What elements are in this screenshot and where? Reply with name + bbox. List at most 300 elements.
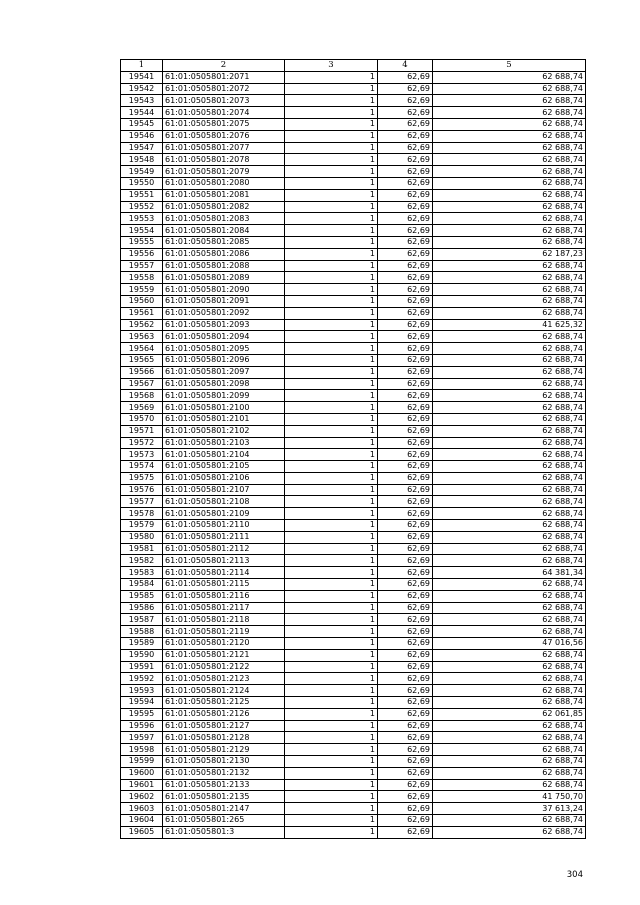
table-row xyxy=(121,767,586,779)
cost-value: 62 688,74 xyxy=(433,767,586,779)
cost-value: 62 061,85 xyxy=(433,708,586,720)
count-value: 1 xyxy=(285,673,378,685)
row-number: 19549 xyxy=(121,166,163,178)
table-row xyxy=(121,236,586,248)
cost-value: 62 688,74 xyxy=(433,685,586,697)
area-value: 62,69 xyxy=(378,744,433,756)
count-value: 1 xyxy=(285,142,378,154)
area-value: 62,69 xyxy=(378,461,433,473)
area-value: 62,69 xyxy=(378,307,433,319)
cadastral-number: 61:01:0505801:2112 xyxy=(163,543,285,555)
table-row xyxy=(121,142,586,154)
count-value: 1 xyxy=(285,720,378,732)
row-number: 19602 xyxy=(121,791,163,803)
table-row xyxy=(121,425,586,437)
area-value: 62,69 xyxy=(378,425,433,437)
cost-value: 62 187,23 xyxy=(433,248,586,260)
count-value: 1 xyxy=(285,697,378,709)
count-value: 1 xyxy=(285,590,378,602)
cadastral-number: 61:01:0505801:2124 xyxy=(163,685,285,697)
area-value: 62,69 xyxy=(378,390,433,402)
row-number: 19588 xyxy=(121,626,163,638)
count-value: 1 xyxy=(285,449,378,461)
count-value: 1 xyxy=(285,767,378,779)
area-value: 62,69 xyxy=(378,508,433,520)
cadastral-number: 61:01:0505801:2084 xyxy=(163,225,285,237)
row-number: 19565 xyxy=(121,354,163,366)
area-value: 62,69 xyxy=(378,626,433,638)
cost-value: 62 688,74 xyxy=(433,272,586,284)
row-number: 19596 xyxy=(121,720,163,732)
cadastral-number: 61:01:0505801:2078 xyxy=(163,154,285,166)
column-header-2: 2 xyxy=(163,60,285,72)
area-value: 62,69 xyxy=(378,685,433,697)
cadastral-number: 61:01:0505801:2133 xyxy=(163,779,285,791)
row-number: 19599 xyxy=(121,756,163,768)
table-row xyxy=(121,354,586,366)
table-row xyxy=(121,83,586,95)
cadastral-number: 61:01:0505801:2115 xyxy=(163,579,285,591)
area-value: 62,69 xyxy=(378,213,433,225)
count-value: 1 xyxy=(285,437,378,449)
count-value: 1 xyxy=(285,815,378,827)
count-value: 1 xyxy=(285,343,378,355)
table-row xyxy=(121,378,586,390)
area-value: 62,69 xyxy=(378,402,433,414)
cadastral-number: 61:01:0505801:2106 xyxy=(163,472,285,484)
cost-value: 47 016,56 xyxy=(433,638,586,650)
row-number: 19566 xyxy=(121,366,163,378)
table-row xyxy=(121,107,586,119)
row-number: 19569 xyxy=(121,402,163,414)
area-value: 62,69 xyxy=(378,366,433,378)
cost-value: 62 688,74 xyxy=(433,189,586,201)
cadastral-number: 61:01:0505801:2097 xyxy=(163,366,285,378)
count-value: 1 xyxy=(285,201,378,213)
cadastral-number: 61:01:0505801:2129 xyxy=(163,744,285,756)
area-value: 62,69 xyxy=(378,83,433,95)
count-value: 1 xyxy=(285,390,378,402)
cadastral-number: 61:01:0505801:2093 xyxy=(163,319,285,331)
area-value: 62,69 xyxy=(378,284,433,296)
count-value: 1 xyxy=(285,555,378,567)
table-row xyxy=(121,803,586,815)
cost-value: 62 688,74 xyxy=(433,413,586,425)
row-number: 19581 xyxy=(121,543,163,555)
count-value: 1 xyxy=(285,154,378,166)
cadastral-number: 61:01:0505801:2096 xyxy=(163,354,285,366)
column-header-1: 1 xyxy=(121,60,163,72)
row-number: 19568 xyxy=(121,390,163,402)
cost-value: 62 688,74 xyxy=(433,543,586,555)
table-row xyxy=(121,71,586,83)
area-value: 62,69 xyxy=(378,378,433,390)
cost-value: 62 688,74 xyxy=(433,354,586,366)
cadastral-number: 61:01:0505801:2077 xyxy=(163,142,285,154)
cost-value: 62 688,74 xyxy=(433,260,586,272)
count-value: 1 xyxy=(285,531,378,543)
cadastral-number: 61:01:0505801:2103 xyxy=(163,437,285,449)
row-number: 19550 xyxy=(121,177,163,189)
cadastral-number: 61:01:0505801:2086 xyxy=(163,248,285,260)
table-row xyxy=(121,626,586,638)
table-row xyxy=(121,213,586,225)
row-number: 19560 xyxy=(121,295,163,307)
cadastral-number: 61:01:0505801:2092 xyxy=(163,307,285,319)
cadastral-number: 61:01:0505801:2099 xyxy=(163,390,285,402)
table-row xyxy=(121,508,586,520)
table-row xyxy=(121,697,586,709)
count-value: 1 xyxy=(285,107,378,119)
table-row xyxy=(121,95,586,107)
count-value: 1 xyxy=(285,579,378,591)
area-value: 62,69 xyxy=(378,236,433,248)
row-number: 19604 xyxy=(121,815,163,827)
cadastral-number: 61:01:0505801:2127 xyxy=(163,720,285,732)
table-row xyxy=(121,307,586,319)
cadastral-number: 61:01:0505801:2120 xyxy=(163,638,285,650)
cost-value: 62 688,74 xyxy=(433,461,586,473)
table-row xyxy=(121,272,586,284)
row-number: 19543 xyxy=(121,95,163,107)
table-row xyxy=(121,472,586,484)
cost-value: 62 688,74 xyxy=(433,472,586,484)
area-value: 62,69 xyxy=(378,449,433,461)
row-number: 19552 xyxy=(121,201,163,213)
row-number: 19571 xyxy=(121,425,163,437)
cost-value: 62 688,74 xyxy=(433,484,586,496)
cost-value: 62 688,74 xyxy=(433,225,586,237)
row-number: 19561 xyxy=(121,307,163,319)
table-row xyxy=(121,649,586,661)
cost-value: 62 688,74 xyxy=(433,756,586,768)
cadastral-number: 61:01:0505801:2123 xyxy=(163,673,285,685)
cadastral-number: 61:01:0505801:2081 xyxy=(163,189,285,201)
area-value: 62,69 xyxy=(378,71,433,83)
row-number: 19547 xyxy=(121,142,163,154)
table-row xyxy=(121,260,586,272)
row-number: 19564 xyxy=(121,343,163,355)
row-number: 19567 xyxy=(121,378,163,390)
cadastral-number: 61:01:0505801:2122 xyxy=(163,661,285,673)
row-number: 19554 xyxy=(121,225,163,237)
table-row xyxy=(121,815,586,827)
cadastral-number: 61:01:0505801:2102 xyxy=(163,425,285,437)
row-number: 19600 xyxy=(121,767,163,779)
cadastral-number: 61:01:0505801:2109 xyxy=(163,508,285,520)
cadastral-number: 61:01:0505801:2083 xyxy=(163,213,285,225)
row-number: 19580 xyxy=(121,531,163,543)
table-row xyxy=(121,673,586,685)
cost-value: 62 688,74 xyxy=(433,732,586,744)
cadastral-number: 61:01:0505801:2117 xyxy=(163,602,285,614)
table-row xyxy=(121,166,586,178)
area-value: 62,69 xyxy=(378,531,433,543)
row-number: 19585 xyxy=(121,590,163,602)
cadastral-number: 61:01:0505801:2082 xyxy=(163,201,285,213)
area-value: 62,69 xyxy=(378,142,433,154)
cost-value: 62 688,74 xyxy=(433,118,586,130)
area-value: 62,69 xyxy=(378,697,433,709)
cadastral-number: 61:01:0505801:2121 xyxy=(163,649,285,661)
cadastral-number: 61:01:0505801:2130 xyxy=(163,756,285,768)
table-row xyxy=(121,732,586,744)
count-value: 1 xyxy=(285,638,378,650)
count-value: 1 xyxy=(285,118,378,130)
area-value: 62,69 xyxy=(378,708,433,720)
cadastral-number: 61:01:0505801:2074 xyxy=(163,107,285,119)
cadastral-number: 61:01:0505801:2128 xyxy=(163,732,285,744)
table-row xyxy=(121,531,586,543)
area-value: 62,69 xyxy=(378,496,433,508)
cost-value: 62 688,74 xyxy=(433,142,586,154)
cost-value: 62 688,74 xyxy=(433,343,586,355)
cost-value: 62 688,74 xyxy=(433,649,586,661)
table-row xyxy=(121,248,586,260)
row-number: 19583 xyxy=(121,567,163,579)
count-value: 1 xyxy=(285,307,378,319)
table-row xyxy=(121,461,586,473)
table-row xyxy=(121,791,586,803)
cadastral-number: 61:01:0505801:2111 xyxy=(163,531,285,543)
table-row xyxy=(121,520,586,532)
cadastral-number: 61:01:0505801:2079 xyxy=(163,166,285,178)
cost-value: 41 625,32 xyxy=(433,319,586,331)
cadastral-table xyxy=(120,59,586,839)
row-number: 19603 xyxy=(121,803,163,815)
cadastral-number: 61:01:0505801:2088 xyxy=(163,260,285,272)
cadastral-number: 61:01:0505801:2116 xyxy=(163,590,285,602)
table-row xyxy=(121,590,586,602)
cost-value: 62 688,74 xyxy=(433,166,586,178)
row-number: 19577 xyxy=(121,496,163,508)
cost-value: 62 688,74 xyxy=(433,390,586,402)
cadastral-number: 61:01:0505801:2076 xyxy=(163,130,285,142)
area-value: 62,69 xyxy=(378,720,433,732)
area-value: 62,69 xyxy=(378,107,433,119)
table-row xyxy=(121,130,586,142)
row-number: 19541 xyxy=(121,71,163,83)
area-value: 62,69 xyxy=(378,130,433,142)
area-value: 62,69 xyxy=(378,437,433,449)
count-value: 1 xyxy=(285,520,378,532)
row-number: 19556 xyxy=(121,248,163,260)
area-value: 62,69 xyxy=(378,484,433,496)
count-value: 1 xyxy=(285,83,378,95)
cost-value: 62 688,74 xyxy=(433,177,586,189)
cost-value: 62 688,74 xyxy=(433,83,586,95)
count-value: 1 xyxy=(285,331,378,343)
row-number: 19586 xyxy=(121,602,163,614)
table-row xyxy=(121,118,586,130)
count-value: 1 xyxy=(285,744,378,756)
cadastral-number: 61:01:0505801:2071 xyxy=(163,71,285,83)
count-value: 1 xyxy=(285,225,378,237)
cadastral-number: 61:01:0505801:2113 xyxy=(163,555,285,567)
row-number: 19601 xyxy=(121,779,163,791)
area-value: 62,69 xyxy=(378,602,433,614)
cost-value: 64 381,34 xyxy=(433,567,586,579)
count-value: 1 xyxy=(285,366,378,378)
cadastral-number: 61:01:0505801:2135 xyxy=(163,791,285,803)
row-number: 19573 xyxy=(121,449,163,461)
page-number: 304 xyxy=(566,870,583,880)
row-number: 19587 xyxy=(121,614,163,626)
row-number: 19590 xyxy=(121,649,163,661)
count-value: 1 xyxy=(285,413,378,425)
cadastral-number: 61:01:0505801:265 xyxy=(163,815,285,827)
area-value: 62,69 xyxy=(378,767,433,779)
cost-value: 62 688,74 xyxy=(433,697,586,709)
row-number: 19546 xyxy=(121,130,163,142)
table-row xyxy=(121,555,586,567)
table-header-row xyxy=(121,60,586,72)
table-row xyxy=(121,449,586,461)
row-number: 19557 xyxy=(121,260,163,272)
area-value: 62,69 xyxy=(378,638,433,650)
row-number: 19593 xyxy=(121,685,163,697)
area-value: 62,69 xyxy=(378,166,433,178)
cadastral-number: 61:01:0505801:2105 xyxy=(163,461,285,473)
cadastral-number: 61:01:0505801:2110 xyxy=(163,520,285,532)
count-value: 1 xyxy=(285,649,378,661)
cost-value: 62 688,74 xyxy=(433,307,586,319)
cost-value: 62 688,74 xyxy=(433,744,586,756)
row-number: 19570 xyxy=(121,413,163,425)
cost-value: 62 688,74 xyxy=(433,213,586,225)
row-number: 19553 xyxy=(121,213,163,225)
table-row xyxy=(121,413,586,425)
cost-value: 62 688,74 xyxy=(433,130,586,142)
area-value: 62,69 xyxy=(378,295,433,307)
count-value: 1 xyxy=(285,71,378,83)
cadastral-number: 61:01:0505801:2101 xyxy=(163,413,285,425)
count-value: 1 xyxy=(285,484,378,496)
area-value: 62,69 xyxy=(378,579,433,591)
table-row xyxy=(121,295,586,307)
cost-value: 62 688,74 xyxy=(433,602,586,614)
table-row xyxy=(121,614,586,626)
table-row xyxy=(121,154,586,166)
row-number: 19563 xyxy=(121,331,163,343)
cost-value: 62 688,74 xyxy=(433,201,586,213)
cadastral-number: 61:01:0505801:2114 xyxy=(163,567,285,579)
row-number: 19562 xyxy=(121,319,163,331)
row-number: 19605 xyxy=(121,826,163,838)
count-value: 1 xyxy=(285,425,378,437)
cost-value: 62 688,74 xyxy=(433,107,586,119)
count-value: 1 xyxy=(285,685,378,697)
area-value: 62,69 xyxy=(378,673,433,685)
count-value: 1 xyxy=(285,95,378,107)
cadastral-number: 61:01:0505801:2125 xyxy=(163,697,285,709)
table-row xyxy=(121,201,586,213)
count-value: 1 xyxy=(285,543,378,555)
row-number: 19592 xyxy=(121,673,163,685)
count-value: 1 xyxy=(285,779,378,791)
area-value: 62,69 xyxy=(378,791,433,803)
row-number: 19542 xyxy=(121,83,163,95)
cost-value: 62 688,74 xyxy=(433,579,586,591)
table-row xyxy=(121,225,586,237)
cost-value: 62 688,74 xyxy=(433,331,586,343)
area-value: 62,69 xyxy=(378,732,433,744)
row-number: 19584 xyxy=(121,579,163,591)
cost-value: 62 688,74 xyxy=(433,71,586,83)
table-row xyxy=(121,567,586,579)
area-value: 62,69 xyxy=(378,520,433,532)
area-value: 62,69 xyxy=(378,154,433,166)
row-number: 19578 xyxy=(121,508,163,520)
table-row xyxy=(121,390,586,402)
cost-value: 37 613,24 xyxy=(433,803,586,815)
table-row xyxy=(121,685,586,697)
area-value: 62,69 xyxy=(378,555,433,567)
column-header-5: 5 xyxy=(433,60,586,72)
cadastral-number: 61:01:0505801:2132 xyxy=(163,767,285,779)
row-number: 19591 xyxy=(121,661,163,673)
cost-value: 62 688,74 xyxy=(433,590,586,602)
cost-value: 62 688,74 xyxy=(433,236,586,248)
cadastral-number: 61:01:0505801:2090 xyxy=(163,284,285,296)
cost-value: 62 688,74 xyxy=(433,284,586,296)
cadastral-number: 61:01:0505801:2073 xyxy=(163,95,285,107)
cost-value: 62 688,74 xyxy=(433,154,586,166)
count-value: 1 xyxy=(285,319,378,331)
cost-value: 62 688,74 xyxy=(433,626,586,638)
table-row xyxy=(121,284,586,296)
cost-value: 62 688,74 xyxy=(433,673,586,685)
count-value: 1 xyxy=(285,354,378,366)
cadastral-number: 61:01:0505801:2098 xyxy=(163,378,285,390)
cost-value: 62 688,74 xyxy=(433,378,586,390)
count-value: 1 xyxy=(285,189,378,201)
count-value: 1 xyxy=(285,626,378,638)
cost-value: 62 688,74 xyxy=(433,508,586,520)
count-value: 1 xyxy=(285,378,378,390)
table-row xyxy=(121,366,586,378)
cost-value: 62 688,74 xyxy=(433,496,586,508)
area-value: 62,69 xyxy=(378,343,433,355)
cost-value: 62 688,74 xyxy=(433,614,586,626)
area-value: 62,69 xyxy=(378,260,433,272)
cost-value: 41 750,70 xyxy=(433,791,586,803)
cadastral-number: 61:01:0505801:2126 xyxy=(163,708,285,720)
cost-value: 62 688,74 xyxy=(433,425,586,437)
table-row xyxy=(121,484,586,496)
area-value: 62,69 xyxy=(378,189,433,201)
cadastral-number: 61:01:0505801:2107 xyxy=(163,484,285,496)
cost-value: 62 688,74 xyxy=(433,815,586,827)
table-row xyxy=(121,343,586,355)
cadastral-number: 61:01:0505801:3 xyxy=(163,826,285,838)
cadastral-number: 61:01:0505801:2089 xyxy=(163,272,285,284)
table-row xyxy=(121,402,586,414)
row-number: 19595 xyxy=(121,708,163,720)
cadastral-number: 61:01:0505801:2108 xyxy=(163,496,285,508)
cadastral-number: 61:01:0505801:2119 xyxy=(163,626,285,638)
cadastral-number: 61:01:0505801:2104 xyxy=(163,449,285,461)
cadastral-number: 61:01:0505801:2085 xyxy=(163,236,285,248)
count-value: 1 xyxy=(285,284,378,296)
row-number: 19572 xyxy=(121,437,163,449)
column-header-3: 3 xyxy=(285,60,378,72)
row-number: 19548 xyxy=(121,154,163,166)
cost-value: 62 688,74 xyxy=(433,402,586,414)
cost-value: 62 688,74 xyxy=(433,437,586,449)
count-value: 1 xyxy=(285,402,378,414)
area-value: 62,69 xyxy=(378,177,433,189)
